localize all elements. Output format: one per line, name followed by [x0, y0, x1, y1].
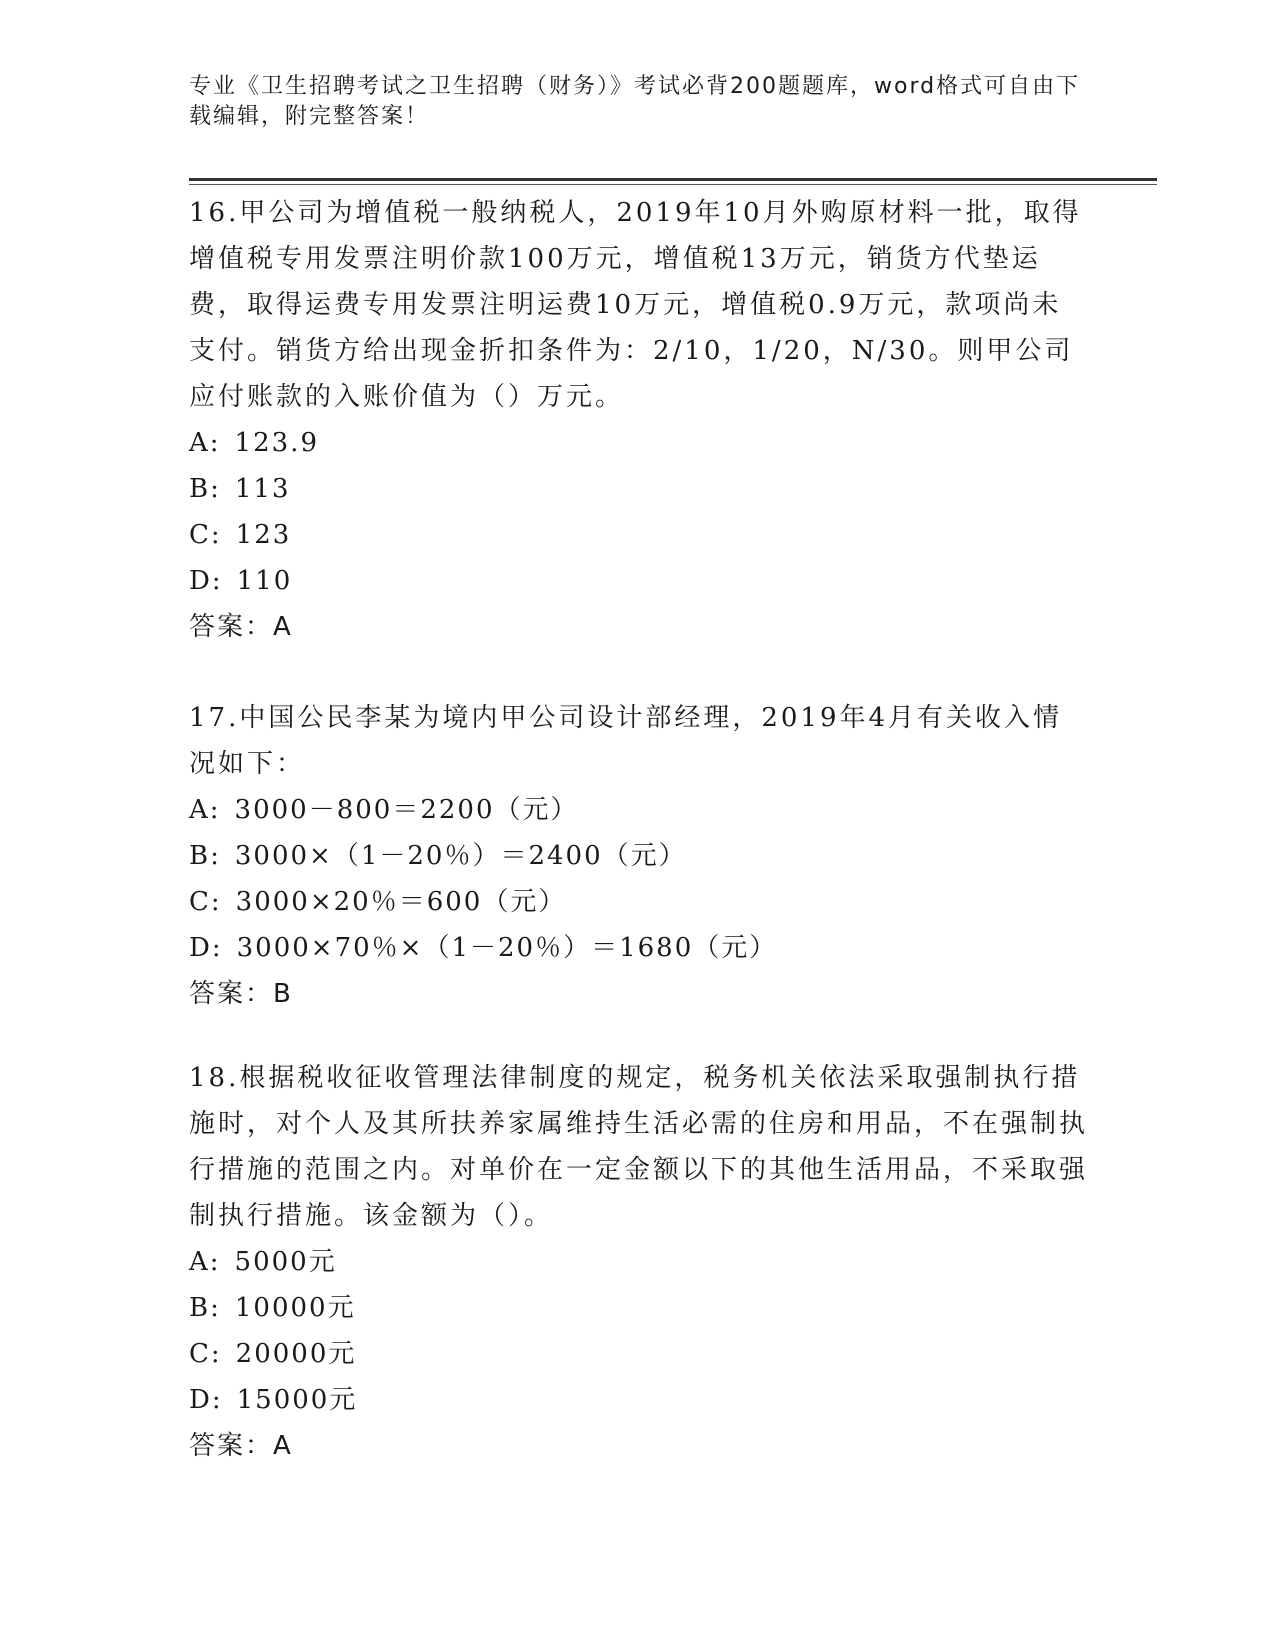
option-c: [189, 879, 1089, 925]
answer-line: 答案：B: [189, 979, 293, 1009]
option-text: 110: [236, 566, 293, 596]
option-separator: :: [210, 841, 221, 871]
option-separator: :: [211, 566, 223, 596]
question-text: 17.中国公民李某为境内甲公司设计部经理，2019年4月有关收入情况如下：: [189, 703, 1063, 779]
option-separator: :: [211, 933, 223, 963]
option-separator: :: [210, 520, 222, 550]
option-separator: :: [211, 1385, 223, 1415]
option-a: [189, 1239, 1089, 1285]
option-text: 113: [234, 474, 291, 504]
option-b: [189, 833, 1089, 879]
option-letter: D: [189, 1385, 212, 1415]
question-18: [189, 1055, 1089, 1469]
option-letter: C: [189, 520, 211, 550]
answer-line: 答案：A: [189, 1431, 293, 1461]
option-letter: B: [189, 474, 211, 504]
document-header: 专业《卫生招聘考试之卫生招聘（财务）》考试必背200题题库，word格式可自由下载编辑，附完整答案！: [189, 74, 1081, 129]
header-divider-thick: [189, 178, 1157, 181]
option-c: [189, 1331, 1089, 1377]
option-text: 5000元: [234, 1247, 337, 1277]
option-letter: D: [189, 566, 212, 596]
option-letter: C: [189, 1339, 211, 1369]
option-a: [189, 787, 1089, 833]
option-separator: :: [210, 474, 221, 504]
option-b: [189, 466, 1089, 512]
option-text: 15000元: [236, 1385, 358, 1415]
option-text: 3000×20％＝600（元）: [235, 887, 567, 917]
option-separator: :: [209, 428, 221, 458]
option-text: 10000元: [234, 1293, 356, 1323]
option-b: [189, 1285, 1089, 1331]
option-letter: A: [189, 795, 210, 825]
option-text: 20000元: [235, 1339, 357, 1369]
option-separator: :: [209, 795, 221, 825]
question-text: 16.甲公司为增值税一般纳税人，2019年10月外购原材料一批，取得增值税专用发票注明价款100万元，增值税13万元，销货方代垫运费，取得运费专用发票注明运费10万元，增值税0.9万元，款项尚未支付。销货方给出现金折扣条件为：2/10，1/20，N/30。则甲公司应付账款的入账价值为（）万元。: [189, 198, 1082, 412]
option-c: [189, 512, 1089, 558]
option-d: [189, 925, 1089, 971]
option-letter: C: [189, 887, 211, 917]
option-text: 3000－800＝2200（元）: [234, 795, 579, 825]
option-text: 123: [235, 520, 292, 550]
question-text: 18.根据税收征收管理法律制度的规定，税务机关依法采取强制执行措施时，对个人及其所扶养家属维持生活必需的住房和用品，不在强制执行措施的范围之内。对单价在一定金额以下的其他生活用品，不采取强制执行措施。该金额为（）。: [189, 1063, 1089, 1231]
option-text: 123.9: [234, 428, 319, 458]
option-letter: B: [189, 841, 211, 871]
option-separator: :: [210, 887, 222, 917]
option-separator: :: [210, 1339, 222, 1369]
option-letter: A: [189, 428, 210, 458]
question-17: [189, 695, 1089, 1017]
question-16: [189, 190, 1089, 650]
option-text: 3000×（1－20％）＝2400（元）: [234, 841, 687, 871]
header-divider-thin: [189, 184, 1157, 185]
option-letter: D: [189, 933, 212, 963]
option-d: [189, 558, 1089, 604]
option-d: [189, 1377, 1089, 1423]
option-letter: A: [189, 1247, 210, 1277]
option-separator: :: [209, 1247, 221, 1277]
option-letter: B: [189, 1293, 211, 1323]
option-separator: :: [210, 1293, 221, 1323]
option-a: [189, 420, 1089, 466]
answer-line: 答案：A: [189, 612, 293, 642]
option-text: 3000×70％×（1－20％）＝1680（元）: [236, 933, 778, 963]
